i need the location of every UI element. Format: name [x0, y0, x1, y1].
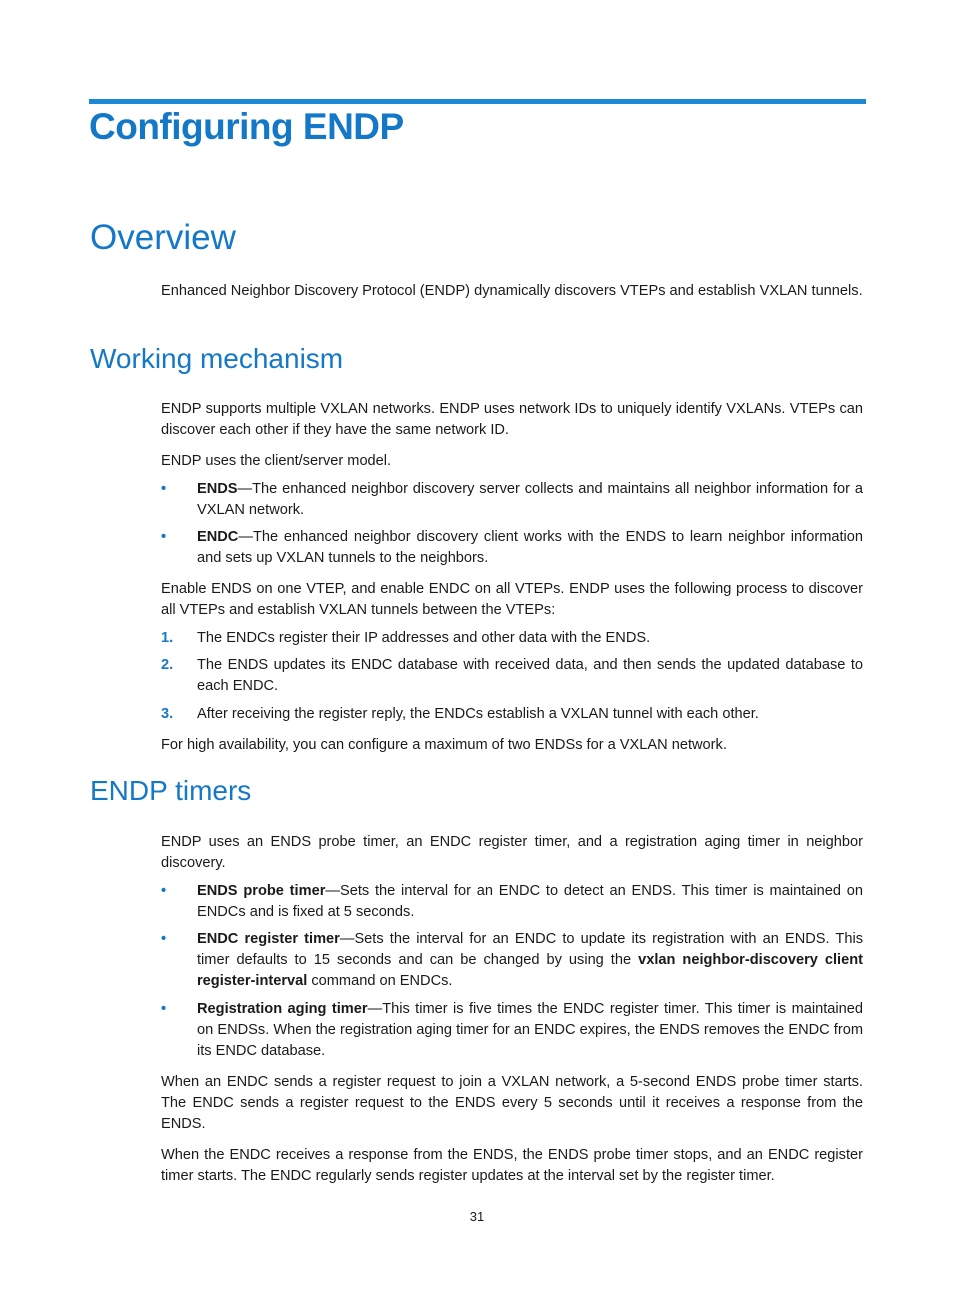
- working-mechanism-p2: ENDP uses the client/server model.: [161, 453, 392, 469]
- definition-tail: command on ENDCs.: [307, 973, 453, 989]
- list-item: [161, 881, 863, 923]
- command: vxlan neighbor-discovery client register-interval: [197, 952, 863, 989]
- working-mechanism-heading: Working mechanism: [90, 343, 344, 374]
- step-item: [161, 628, 863, 649]
- endp-timers-p2: When an ENDC sends a register request to join a VXLAN network, a 5-second ENDS probe timer starts. The ENDC sends a register request to the ENDS every 5 seconds until it receives a response from the ENDS.: [161, 1074, 863, 1132]
- term: Registration aging timer: [197, 1001, 368, 1017]
- overview-intro: Enhanced Neighbor Discovery Protocol (ENDP) dynamically discovers VTEPs and establish VXLAN tunnels.: [161, 283, 863, 299]
- bullet-icon: •: [161, 481, 167, 497]
- definition: —This timer is five times the ENDC register timer. This timer is maintained on ENDSs. When the registration aging timer for an ENDC expires, the ENDS removes the ENDC from its ENDC database.: [197, 1001, 864, 1059]
- definition: —Sets the interval for an ENDC to update its registration with an ENDS. This timer defaults to 15 seconds and can be changed by using the: [197, 931, 863, 968]
- list-item: [161, 527, 863, 569]
- chapter-rule: [89, 99, 866, 104]
- term: ENDC register timer: [197, 931, 340, 947]
- endp-timers-p1: ENDP uses an ENDS probe timer, an ENDC register timer, and a registration aging timer in neighbor discovery.: [161, 834, 863, 871]
- bullet-icon: •: [161, 529, 167, 545]
- list-item: [161, 999, 863, 1062]
- term: ENDS: [197, 481, 238, 497]
- step-text: The ENDCs register their IP addresses and other data with the ENDS.: [197, 630, 651, 646]
- list-item: [161, 479, 863, 521]
- step-number: 3.: [161, 706, 174, 722]
- working-mechanism-p3: Enable ENDS on one VTEP, and enable ENDC on all VTEPs. ENDP uses the following process to discover all VTEPs and establish VXLAN tunnels between the VTEPs:: [161, 581, 863, 618]
- bullet-icon: •: [161, 1001, 167, 1017]
- step-number: 2.: [161, 657, 174, 673]
- term: ENDS probe timer: [197, 883, 326, 899]
- list-item: [161, 929, 863, 992]
- page-number: 31: [469, 1209, 485, 1224]
- term: ENDC: [197, 529, 239, 545]
- endp-timers-p3: When the ENDC receives a response from the ENDS, the ENDS probe timer stops, and an ENDC register timer starts. The ENDC regularly sends register updates at the interval set by the register timer.: [161, 1147, 863, 1184]
- step-text: The ENDS updates its ENDC database with received data, and then sends the updated database to each ENDC.: [197, 657, 863, 694]
- step-number: 1.: [161, 630, 174, 646]
- step-item: [161, 655, 863, 697]
- definition: —The enhanced neighbor discovery client works with the ENDS to learn neighbor information and sets up VXLAN tunnels to the neighbors.: [197, 529, 863, 566]
- working-mechanism-p1: ENDP supports multiple VXLAN networks. ENDP uses network IDs to uniquely identify VXLANs. VTEPs can discover each other if they have the same network ID.: [161, 401, 863, 438]
- definition: —The enhanced neighbor discovery server collects and maintains all neighbor information for a VXLAN network.: [197, 481, 863, 518]
- overview-heading: Overview: [90, 218, 236, 257]
- bullet-icon: •: [161, 931, 167, 947]
- definition: —Sets the interval for an ENDC to detect an ENDS. This timer is maintained on ENDCs and is fixed at 5 seconds.: [197, 883, 863, 920]
- step-item: [161, 704, 863, 725]
- step-text: After receiving the register reply, the ENDCs establish a VXLAN tunnel with each other.: [197, 706, 759, 722]
- endp-timers-heading: ENDP timers: [90, 775, 252, 806]
- working-mechanism-p4: For high availability, you can configure a maximum of two ENDSs for a VXLAN network.: [161, 737, 727, 753]
- bullet-icon: •: [161, 883, 167, 899]
- chapter-title: Configuring ENDP: [89, 106, 404, 147]
